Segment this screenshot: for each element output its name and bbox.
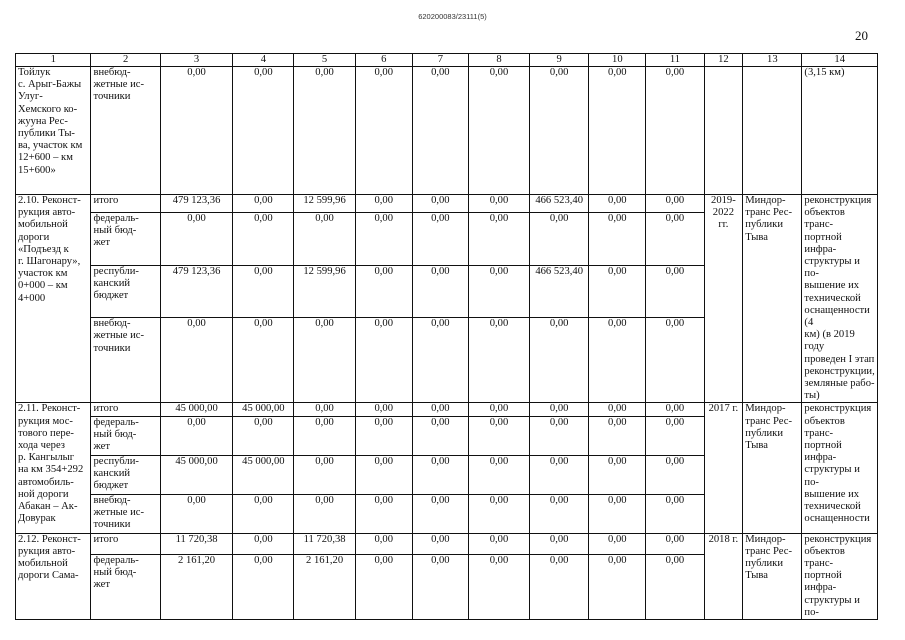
executor-cell: Миндор- транс Рес- публики Тыва <box>743 195 802 403</box>
value-cell: 45 000,00 <box>233 403 294 416</box>
value-cell: 0,00 <box>160 212 232 265</box>
document-id: 620200083/23111(5) <box>418 12 487 21</box>
value-cell: 0,00 <box>468 494 529 533</box>
value-cell: 0,00 <box>233 494 294 533</box>
period-cell: 2018 г. <box>704 533 743 619</box>
project-name-cell: 2.12. Реконст- рукция авто- мобильной дороги Сама- <box>16 533 91 619</box>
value-cell: 0,00 <box>589 265 646 318</box>
table-row <box>16 67 878 195</box>
value-cell: 0,00 <box>646 455 704 494</box>
value-cell: 0,00 <box>294 494 355 533</box>
value-cell: 0,00 <box>294 416 355 455</box>
col-header: 4 <box>233 54 294 67</box>
funding-source-cell: итого <box>91 195 160 213</box>
value-cell: 0,00 <box>589 533 646 554</box>
table-row <box>16 195 878 213</box>
value-cell: 0,00 <box>355 554 412 619</box>
value-cell: 0,00 <box>468 533 529 554</box>
funding-source-cell: федераль- ный бюд- жет <box>91 212 160 265</box>
col-header: 12 <box>704 54 743 67</box>
value-cell: 0,00 <box>646 554 704 619</box>
value-cell: 0,00 <box>646 494 704 533</box>
value-cell: 0,00 <box>412 403 468 416</box>
value-cell: 11 720,38 <box>160 533 232 554</box>
value-cell: 0,00 <box>160 67 232 195</box>
funding-source-cell: республи- канский бюджет <box>91 455 160 494</box>
value-cell: 466 523,40 <box>530 265 589 318</box>
period-cell: 2019- 2022 гг. <box>704 195 743 403</box>
value-cell: 0,00 <box>646 67 704 195</box>
value-cell: 0,00 <box>530 554 589 619</box>
col-header: 3 <box>160 54 232 67</box>
period-cell <box>704 67 743 195</box>
value-cell: 0,00 <box>589 212 646 265</box>
value-cell: 0,00 <box>412 416 468 455</box>
project-name-cell: 2.11. Реконст- рукция мос- тового пере- хода через р. Кангылыг на км 354+292 автомобиль- ной дороги Абакан – Ак- Довурак <box>16 403 91 533</box>
result-note-cell: реконструкция объектов транс- портной инфра- структуры и по- вышение их технической оснащенности <box>802 403 878 533</box>
value-cell: 0,00 <box>355 195 412 213</box>
value-cell: 0,00 <box>355 265 412 318</box>
col-header: 1 <box>16 54 91 67</box>
value-cell: 466 523,40 <box>530 195 589 213</box>
value-cell: 0,00 <box>412 265 468 318</box>
period-cell: 2017 г. <box>704 403 743 533</box>
value-cell: 0,00 <box>468 318 529 403</box>
funding-source-cell: итого <box>91 403 160 416</box>
result-note-cell: реконструкция объектов транс- портной инфра- структуры и по- вышение их технической оснащенности (4 км) (в 2019 году проведен I этап реконструкции, земляные рабо- ты) <box>802 195 878 403</box>
funding-source-cell: федераль- ный бюд- жет <box>91 416 160 455</box>
column-number-row <box>16 54 878 67</box>
value-cell: 0,00 <box>233 212 294 265</box>
value-cell: 0,00 <box>646 403 704 416</box>
value-cell: 0,00 <box>530 67 589 195</box>
value-cell: 0,00 <box>233 533 294 554</box>
value-cell: 0,00 <box>646 416 704 455</box>
value-cell: 0,00 <box>233 67 294 195</box>
result-note-cell: (3,15 км) <box>802 67 878 195</box>
value-cell: 479 123,36 <box>160 195 232 213</box>
value-cell: 0,00 <box>294 67 355 195</box>
project-name-cell: 2.10. Реконст- рукция авто- мобильной дороги «Подъезд к г. Шагонару», участок км 0+000 – км 4+000 <box>16 195 91 403</box>
page-number: 20 <box>855 28 868 43</box>
value-cell: 0,00 <box>589 455 646 494</box>
value-cell: 0,00 <box>233 416 294 455</box>
executor-cell <box>743 67 802 195</box>
value-cell: 0,00 <box>530 455 589 494</box>
value-cell: 0,00 <box>530 533 589 554</box>
col-header: 8 <box>468 54 529 67</box>
value-cell: 0,00 <box>355 416 412 455</box>
value-cell: 45 000,00 <box>233 455 294 494</box>
value-cell: 0,00 <box>589 403 646 416</box>
value-cell: 0,00 <box>646 195 704 213</box>
value-cell: 0,00 <box>468 416 529 455</box>
value-cell: 0,00 <box>646 318 704 403</box>
value-cell: 0,00 <box>355 67 412 195</box>
col-header: 13 <box>743 54 802 67</box>
funding-source-cell: внебюд- жетные ис- точники <box>91 494 160 533</box>
value-cell: 2 161,20 <box>294 554 355 619</box>
value-cell: 12 599,96 <box>294 265 355 318</box>
col-header: 11 <box>646 54 704 67</box>
col-header: 14 <box>802 54 878 67</box>
executor-cell: Миндор- транс Рес- публики Тыва <box>743 533 802 619</box>
value-cell: 0,00 <box>589 318 646 403</box>
value-cell: 0,00 <box>233 318 294 403</box>
value-cell: 0,00 <box>530 403 589 416</box>
value-cell: 479 123,36 <box>160 265 232 318</box>
result-note-cell: реконструкция объектов транс- портной инфра- структуры и по- <box>802 533 878 619</box>
value-cell: 0,00 <box>294 212 355 265</box>
value-cell: 0,00 <box>412 455 468 494</box>
value-cell: 0,00 <box>468 67 529 195</box>
executor-cell: Миндор- транс Рес- публики Тыва <box>743 403 802 533</box>
value-cell: 2 161,20 <box>160 554 232 619</box>
value-cell: 0,00 <box>530 494 589 533</box>
col-header: 6 <box>355 54 412 67</box>
value-cell: 12 599,96 <box>294 195 355 213</box>
value-cell: 0,00 <box>468 403 529 416</box>
table-row <box>16 403 878 416</box>
value-cell: 0,00 <box>233 195 294 213</box>
value-cell: 0,00 <box>589 554 646 619</box>
funding-source-cell: республи- канский бюджет <box>91 265 160 318</box>
value-cell: 0,00 <box>412 318 468 403</box>
value-cell: 0,00 <box>355 212 412 265</box>
value-cell: 0,00 <box>468 212 529 265</box>
funding-source-cell: федераль- ный бюд- жет <box>91 554 160 619</box>
col-header: 9 <box>530 54 589 67</box>
value-cell: 0,00 <box>233 265 294 318</box>
value-cell: 0,00 <box>468 265 529 318</box>
value-cell: 11 720,38 <box>294 533 355 554</box>
value-cell: 0,00 <box>468 195 529 213</box>
value-cell: 0,00 <box>530 416 589 455</box>
value-cell: 0,00 <box>468 554 529 619</box>
value-cell: 0,00 <box>412 554 468 619</box>
project-name-cell: Тойлук с. Арыг-Бажы Улуг- Хемского ко- жууна Рес- публики Ты- ва, участок км 12+600 – км 15+600» <box>16 67 91 195</box>
value-cell: 0,00 <box>530 212 589 265</box>
value-cell: 0,00 <box>589 67 646 195</box>
value-cell: 0,00 <box>468 455 529 494</box>
value-cell: 0,00 <box>355 455 412 494</box>
budget-table <box>15 53 878 620</box>
col-header: 2 <box>91 54 160 67</box>
funding-source-cell: внебюд- жетные ис- точники <box>91 318 160 403</box>
value-cell: 0,00 <box>412 67 468 195</box>
value-cell: 0,00 <box>646 265 704 318</box>
value-cell: 0,00 <box>355 318 412 403</box>
col-header: 10 <box>589 54 646 67</box>
value-cell: 0,00 <box>646 533 704 554</box>
value-cell: 0,00 <box>412 494 468 533</box>
value-cell: 0,00 <box>294 318 355 403</box>
value-cell: 0,00 <box>589 416 646 455</box>
value-cell: 0,00 <box>160 416 232 455</box>
table-row <box>16 533 878 554</box>
col-header: 7 <box>412 54 468 67</box>
value-cell: 0,00 <box>294 403 355 416</box>
value-cell: 0,00 <box>589 494 646 533</box>
funding-source-cell: итого <box>91 533 160 554</box>
value-cell: 0,00 <box>530 318 589 403</box>
funding-source-cell: внебюд- жетные ис- точники <box>91 67 160 195</box>
col-header: 5 <box>294 54 355 67</box>
value-cell: 0,00 <box>412 533 468 554</box>
value-cell: 0,00 <box>412 195 468 213</box>
value-cell: 0,00 <box>160 318 232 403</box>
value-cell: 0,00 <box>412 212 468 265</box>
value-cell: 0,00 <box>355 494 412 533</box>
value-cell: 0,00 <box>589 195 646 213</box>
value-cell: 0,00 <box>355 403 412 416</box>
value-cell: 0,00 <box>160 494 232 533</box>
value-cell: 0,00 <box>294 455 355 494</box>
value-cell: 0,00 <box>646 212 704 265</box>
value-cell: 45 000,00 <box>160 403 232 416</box>
value-cell: 0,00 <box>233 554 294 619</box>
value-cell: 0,00 <box>355 533 412 554</box>
value-cell: 45 000,00 <box>160 455 232 494</box>
